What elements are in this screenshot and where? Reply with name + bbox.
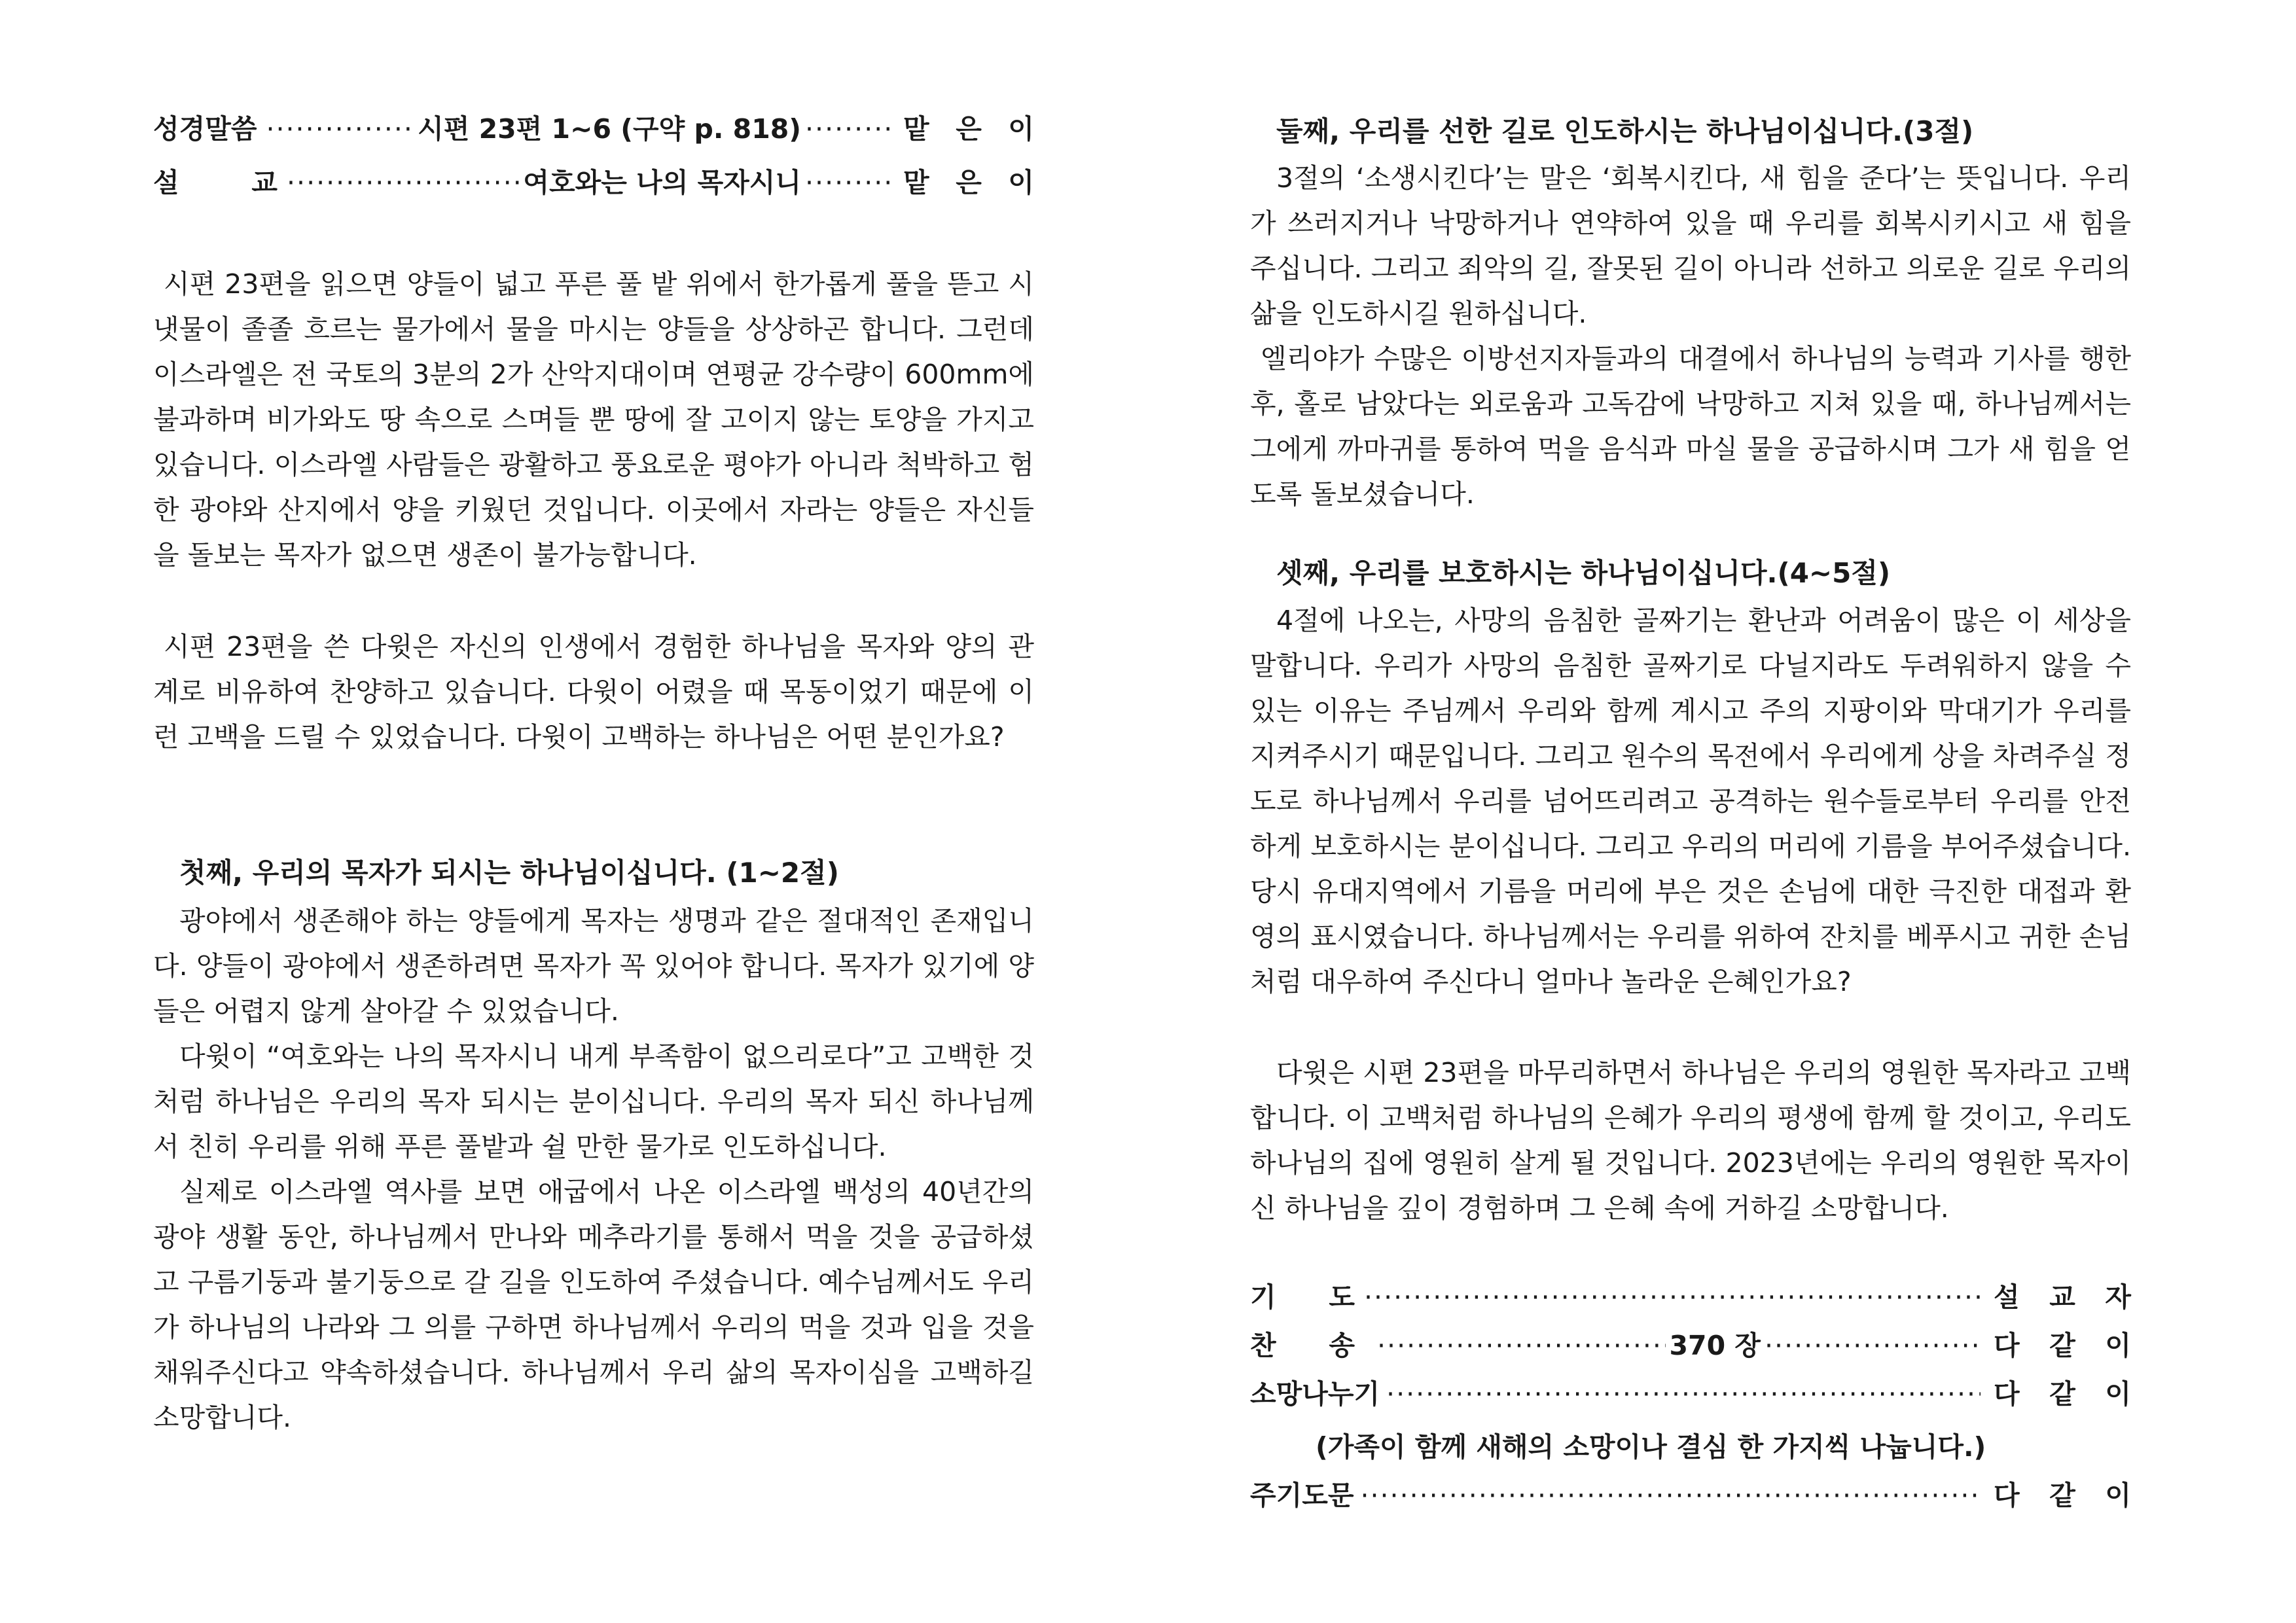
- role-char: 이: [1008, 167, 1034, 198]
- first-paragraph-1: 광야에서 생존해야 하는 양들에게 목자는 생명과 같은 절대적인 존재입니다. 양들이 광야에서 생존하려면 목자가 꼭 있어야 합니다. 목자가 있기에 양들은 어렵지 않게 살아갈 수 있었습니다.: [153, 905, 1034, 1027]
- prayer-row: [1250, 1278, 2131, 1316]
- scripture-reading-row: [153, 110, 1034, 148]
- scripture-reference: 시편 23편 1~6 (구약 p. 818): [418, 113, 801, 145]
- label-char: 도: [1302, 1480, 1328, 1511]
- sermon-row: [153, 164, 1034, 202]
- second-paragraph-2: 엘리야가 수많은 이방선지자들과의 대결에서 하나님의 능력과 기사를 행한 후, 홀로 남았다는 외로움과 고독감에 낙망하고 지쳐 있을 때, 하나님께서는 그에게 까마귀를 통하여 먹을 음식과 마실 물을 공급하시며 그가 새 힘을 얻도록 돌보셨습니다.: [1250, 343, 2131, 510]
- role-char: 같: [2049, 1378, 2075, 1410]
- label-char: 소: [1250, 1378, 1276, 1410]
- role-char: 은: [956, 113, 982, 145]
- intro-paragraph-2: 시편 23편을 쓴 다윗은 자신의 인생에서 경험한 하나님을 목자와 양의 관계로 비유하여 찬양하고 있습니다. 다윗이 어렸을 때 목동이었기 때문에 이런 고백을 드릴 수 있었습니다. 다윗이 고백하는 하나님은 어떤 분인가요?: [153, 631, 1034, 753]
- role-char: 같: [2049, 1480, 2075, 1511]
- label-char: 기: [1250, 1281, 1276, 1313]
- role-char: 이: [1008, 113, 1034, 145]
- hope-sharing-row: [1250, 1375, 2131, 1413]
- role-char: 자: [2105, 1281, 2131, 1313]
- first-paragraph-2: 다윗이 “여호와는 나의 목자시니 내게 부족함이 없으리로다”고 고백한 것처럼 하나님은 우리의 목자 되시는 분이십니다. 우리의 목자 되신 하나님께서 친히 우리를 위해 푸른 풀밭과 쉴 만한 물가로 인도하십니다.: [153, 1041, 1034, 1162]
- label-char: 설: [153, 167, 179, 198]
- label-char: 씀: [230, 113, 257, 145]
- label-char: 기: [1276, 1480, 1302, 1511]
- leader-dots: [266, 110, 414, 148]
- label-char: 나: [1302, 1378, 1328, 1410]
- hymn-number: 370 장: [1669, 1330, 1761, 1361]
- leader-dots: [1364, 1278, 1981, 1316]
- label-char: 찬: [1250, 1330, 1276, 1361]
- role-char: 교: [2049, 1281, 2075, 1313]
- hymn-label: [1250, 1327, 1355, 1364]
- hope-sharing-label: [1250, 1375, 1380, 1413]
- label-char: 경: [179, 113, 206, 145]
- role-char: 다: [1994, 1378, 2020, 1410]
- label-char: 송: [1329, 1330, 1355, 1361]
- leader-dots: [1386, 1375, 1981, 1413]
- lords-prayer-row: [1250, 1476, 2131, 1514]
- role-char: 이: [2105, 1330, 2131, 1361]
- sermon-role: [903, 164, 1034, 202]
- role-char: 다: [1994, 1330, 2020, 1361]
- label-char: 망: [1276, 1378, 1302, 1410]
- sermon-label: [153, 164, 278, 202]
- label-char: 성: [153, 113, 179, 145]
- prayer-role: [1994, 1278, 2131, 1316]
- hymn-row: [1250, 1327, 2131, 1364]
- sermon-title: 여호와는 나의 목자시니: [523, 167, 801, 198]
- intro-paragraph-1: 시편 23편을 읽으면 양들이 넓고 푸른 풀 밭 위에서 한가롭게 풀을 뜯고 시냇물이 졸졸 흐르는 물가에서 물을 마시는 양들을 상상하곤 합니다. 그런데 이스라엘은 전 국토의 3분의 2가 산악지대이며 연평균 강수량이 600mm에 불과하며 비가와도 땅 속으로 스며들 뿐 땅에 잘 고이지 않는 토양을 가지고 있습니다. 이스라엘 사람들은 광활하고 풍요로운 평야가 아니라 척박하고 험한 광야와 산지에서 양을 키웠던 것입니다. 이곳에서 자라는 양들은 자신들을 돌보는 목자가 없으면 생존이 불가능합니다.: [153, 268, 1034, 571]
- label-char: 기: [1354, 1378, 1380, 1410]
- hope-sharing-note: (가족이 함께 새해의 소망이나 결심 한 가지씩 나눕니다.): [1316, 1431, 1986, 1463]
- role-char: 이: [2105, 1378, 2131, 1410]
- section-heading-first: 첫째, 우리의 목자가 되시는 하나님이십니다. (1~2절): [179, 857, 839, 889]
- leader-dots: [805, 164, 890, 202]
- role-char: 같: [2049, 1330, 2075, 1361]
- label-char: 누: [1327, 1378, 1354, 1410]
- hymn-role: [1994, 1327, 2131, 1364]
- role-char: 맡: [903, 167, 929, 198]
- leader-dots: [805, 110, 890, 148]
- role-char: 은: [956, 167, 982, 198]
- label-char: 주: [1250, 1480, 1276, 1511]
- label-char: 교: [251, 167, 278, 198]
- prayer-label: [1250, 1278, 1355, 1316]
- leader-dots: [287, 164, 519, 202]
- section-heading-third: 셋째, 우리를 보호하시는 하나님이십니다.(4~5절): [1276, 557, 1891, 589]
- role-char: 설: [1994, 1281, 2020, 1313]
- role-char: 다: [1994, 1480, 2020, 1511]
- role-char: 이: [2105, 1480, 2131, 1511]
- label-char: 말: [205, 113, 231, 145]
- second-paragraph-1: 3절의 ‘소생시킨다’는 말은 ‘회복시킨다, 새 힘을 준다’는 뜻입니다. 우리가 쓰러지거나 낙망하거나 연약하여 있을 때 우리를 회복시키시고 새 힘을 주십니다. 그리고 죄악의 길, 잘못된 길이 아니라 선하고 의로운 길로 우리의 삶을 인도하시길 원하십니다.: [1250, 162, 2131, 329]
- section-heading-second: 둘째, 우리를 선한 길로 인도하시는 하나님이십니다.(3절): [1276, 115, 1974, 147]
- leader-dots: [1377, 1327, 1666, 1364]
- lords-prayer-role: [1994, 1476, 2131, 1514]
- lords-prayer-label: [1250, 1476, 1354, 1514]
- first-paragraph-3: 실제로 이스라엘 역사를 보면 애굽에서 나온 이스라엘 백성의 40년간의 광야 생활 동안, 하나님께서 만나와 메추라기를 통해서 먹을 것을 공급하셨고 구름기둥과 불기둥으로 갈 길을 인도하여 주셨습니다. 예수님께서도 우리가 하나님의 나라와 그 의를 구하면 하나님께서 우리의 먹을 것과 입을 것을 채워주신다고 약속하셨습니다. 하나님께서 우리 삶의 목자이심을 고백하길 소망합니다.: [153, 1176, 1034, 1433]
- leader-dots: [1765, 1327, 1981, 1364]
- scripture-reading-role: [903, 110, 1034, 148]
- hope-sharing-role: [1994, 1375, 2131, 1413]
- leader-dots: [1360, 1476, 1981, 1514]
- label-char: 문: [1327, 1480, 1354, 1511]
- role-char: 맡: [903, 113, 929, 145]
- third-paragraph-1: 4절에 나오는, 사망의 음침한 골짜기는 환난과 어려움이 많은 이 세상을 말합니다. 우리가 사망의 음침한 골짜기로 다닐지라도 두려워하지 않을 수 있는 이유는 주님께서 우리와 함께 계시고 주의 지팡이와 막대기가 우리를 지켜주시기 때문입니다. 그리고 원수의 목전에서 우리에게 상을 차려주실 정도로 하나님께서 우리를 넘어뜨리려고 공격하는 원수들로부터 우리를 안전하게 보호하시는 분이십니다. 그리고 우리의 머리에 기름을 부어주셨습니다. 당시 유대지역에서 기름을 머리에 부은 것은 손님에 대한 극진한 대접과 환영의 표시였습니다. 하나님께서는 우리를 위하여 잔치를 베푸시고 귀한 손님처럼 대우하여 주신다니 얼마나 놀라운 은혜인가요?: [1250, 605, 2131, 997]
- conclusion-paragraph: 다윗은 시편 23편을 마무리하면서 하나님은 우리의 영원한 목자라고 고백합니다. 이 고백처럼 하나님의 은혜가 우리의 평생에 함께 할 것이고, 우리도 하나님의 집에 영원히 살게 될 것입니다. 2023년에는 우리의 영원한 목자이신 하나님을 깊이 경험하며 그 은혜 속에 거하길 소망합니다.: [1250, 1057, 2131, 1224]
- label-char: 도: [1329, 1281, 1355, 1313]
- scripture-reading-label: [153, 110, 257, 148]
